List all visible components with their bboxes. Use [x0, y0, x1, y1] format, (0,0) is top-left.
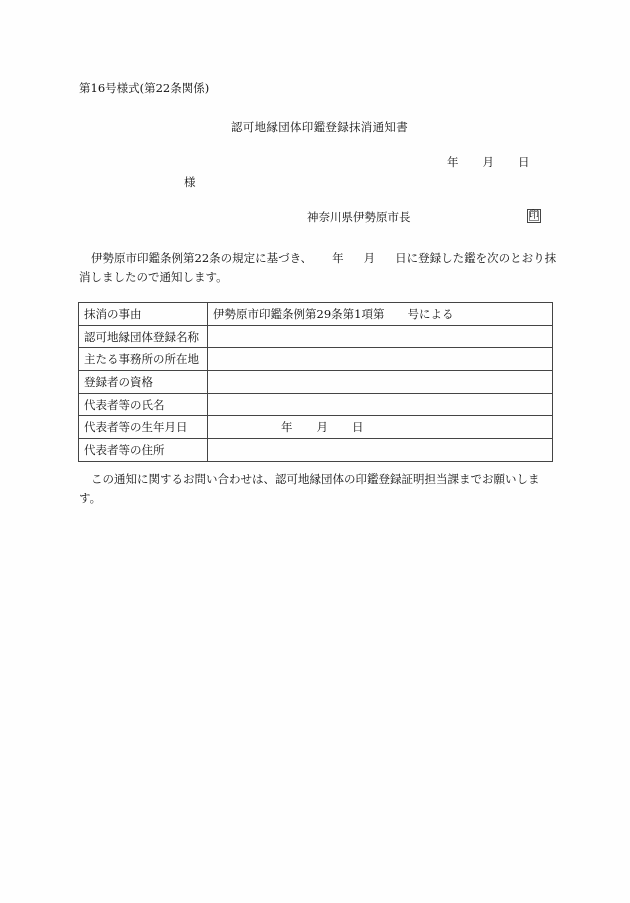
table-row: [79, 325, 553, 348]
birthdate-value: [208, 416, 553, 439]
issuer-name: 神奈川県伊勢原市長: [307, 210, 411, 224]
body-year: 年: [332, 251, 344, 265]
closing-paragraph: [79, 470, 559, 508]
body-month: 月: [363, 251, 376, 265]
day-label: 日: [518, 155, 530, 169]
row-label: 登録者の資格: [79, 371, 208, 394]
row-label: 認可地縁団体登録名称: [79, 325, 208, 348]
body-part2: 日に登録した鑑を次のとおり抹消しましたので通知します。: [79, 251, 557, 284]
month-label: 月: [482, 155, 494, 169]
body-paragraph: [79, 249, 559, 287]
dob-month: 月: [316, 420, 328, 435]
row-value: [208, 393, 553, 416]
row-value: 伊勢原市印鑑条例第29条第1項第 号による: [208, 303, 553, 326]
seal-text: 印: [529, 210, 539, 221]
cancellation-details-table: [78, 302, 553, 462]
seal-stamp-icon: [527, 209, 541, 223]
table-row: [79, 416, 553, 439]
form-number: 第16号様式(第22条関係): [79, 81, 210, 95]
row-value: [208, 439, 553, 462]
addressee-suffix: 様: [184, 175, 196, 189]
row-label: 抹消の事由: [79, 303, 208, 326]
table-row: [79, 348, 553, 371]
row-label: 主たる事務所の所在地: [79, 348, 208, 371]
dob-day: 日: [352, 420, 364, 435]
table-row: [79, 439, 553, 462]
table-row: [79, 303, 553, 326]
dob-year: 年: [281, 420, 293, 435]
row-label: 代表者等の生年月日: [79, 416, 208, 439]
row-label: 代表者等の氏名: [79, 393, 208, 416]
body-part1: 伊勢原市印鑑条例第22条の規定に基づき、: [91, 251, 313, 265]
closing-text: この通知に関するお問い合わせは、認可地縁団体の印鑑登録証明担当課までお願いします。: [79, 472, 540, 505]
row-value: [208, 348, 553, 371]
issue-date: [447, 155, 530, 169]
year-label: 年: [447, 155, 459, 169]
row-value: [208, 371, 553, 394]
table-row: [79, 393, 553, 416]
document-title: 認可地縁団体印鑑登録抹消通知書: [231, 120, 408, 134]
row-label: 代表者等の住所: [79, 439, 208, 462]
row-value: [208, 325, 553, 348]
table-row: [79, 371, 553, 394]
